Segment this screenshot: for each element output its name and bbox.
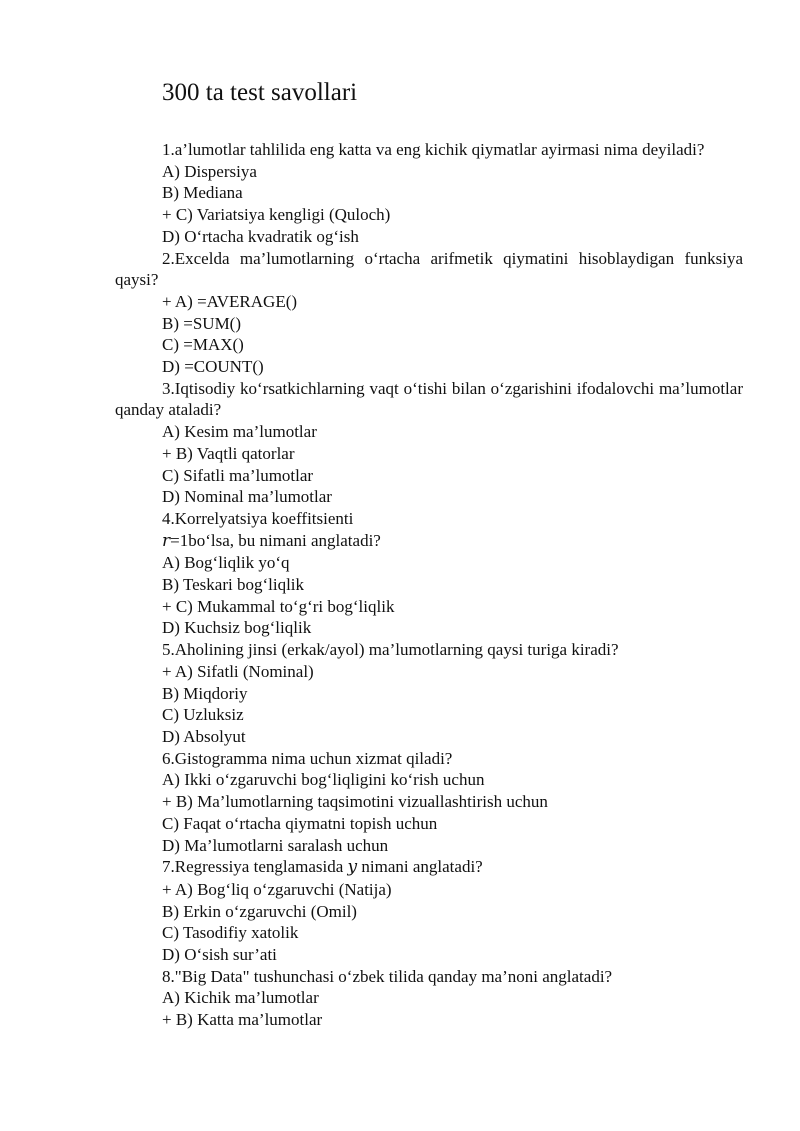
question-7-option-a: + A) Bog‘liq o‘zgaruvchi (Natija) <box>162 879 392 899</box>
question-1-option-c: + C) Variatsiya kengligi (Quloch) <box>162 205 391 225</box>
question-7-variable: y <box>347 857 358 878</box>
question-3-option-d: D) Nominal ma’lumotlar <box>162 487 332 507</box>
question-8-option-a: A) Kichik ma’lumotlar <box>162 988 319 1008</box>
question-6-option-c: C) Faqat o‘rtacha qiymatni topish uchun <box>162 813 438 833</box>
question-list <box>115 139 743 1031</box>
question-4-option-c: + C) Mukammal to‘g‘ri bog‘liqlik <box>162 596 395 616</box>
question-5-option-c: C) Uzluksiz <box>162 705 244 725</box>
question-7-option-d: D) O‘sish sur’ati <box>162 945 277 965</box>
question-1-option-b: B) Mediana <box>162 183 243 203</box>
question-4-variable: r <box>162 530 171 551</box>
question-6-option-a: A) Ikki o‘zgaruvchi bog‘liqligini ko‘rish uchun <box>162 770 485 790</box>
question-6-text: 6.Gistogramma nima uchun xizmat qiladi? <box>162 748 453 768</box>
question-1-option-a: A) Dispersiya <box>162 161 257 181</box>
page-title: 300 ta test savollari <box>162 79 358 106</box>
question-3-option-c: C) Sifatli ma’lumotlar <box>162 465 314 485</box>
question-8-text: 8."Big Data" tushunchasi o‘zbek tilida qanday ma’noni anglatadi? <box>162 966 613 986</box>
question-4-option-d: D) Kuchsiz bog‘liqlik <box>162 618 312 638</box>
question-7-option-b: B) Erkin o‘zgaruvchi (Omil) <box>162 901 357 921</box>
question-2-option-b: B) =SUM() <box>162 313 242 333</box>
question-4-text-rest: =1bo‘lsa, bu nimani anglatadi? <box>170 530 381 550</box>
question-6-option-b: + B) Ma’lumotlarning taqsimotini vizuallashtirish uchun <box>162 792 548 812</box>
question-5-text: 5.Aholining jinsi (erkak/ayol) ma’lumotlarning qaysi turiga kiradi? <box>162 640 619 660</box>
question-2-text: 2.Excelda ma’lumotlarning o‘rtacha arifmetik qiymatini hisoblaydigan funksiya qaysi? <box>115 248 743 290</box>
question-3-option-b: + B) Vaqtli qatorlar <box>162 443 295 463</box>
question-3-option-a: A) Kesim ma’lumotlar <box>162 422 317 442</box>
question-1-option-d: D) O‘rtacha kvadratik og‘ish <box>162 226 359 246</box>
question-4-option-a: A) Bog‘liqlik yo‘q <box>162 553 290 573</box>
question-6-option-d: D) Ma’lumotlarni saralash uchun <box>162 835 389 855</box>
question-7-option-c: C) Tasodifiy xatolik <box>162 923 299 943</box>
question-4-text: 4.Korrelyatsiya koeffitsienti <box>162 508 354 528</box>
question-7-text-before: 7.Regressiya tenglamasida <box>162 857 344 877</box>
question-7-text-after: nimani anglatadi? <box>361 857 483 877</box>
question-4-text-line2 <box>115 530 743 553</box>
question-3-text: 3.Iqtisodiy ko‘rsatkichlarning vaqt o‘tishi bilan o‘zgarishini ifodalovchi ma’lumotlar qanday ataladi? <box>115 378 743 420</box>
question-1-text: 1.a’lumotlar tahlilida eng katta va eng kichik qiymatlar ayirmasi nima deyiladi? <box>162 140 705 159</box>
question-4-option-b: B) Teskari bog‘liqlik <box>162 575 305 595</box>
question-2-option-a: + A) =AVERAGE() <box>162 291 298 311</box>
question-7-text <box>115 856 743 879</box>
question-5-option-b: B) Miqdoriy <box>162 683 248 703</box>
question-2-option-c: C) =MAX() <box>162 335 244 355</box>
question-5-option-a: + A) Sifatli (Nominal) <box>162 661 314 681</box>
question-2-option-d: D) =COUNT() <box>162 357 264 377</box>
question-8-option-b: + B) Katta ma’lumotlar <box>162 1010 323 1030</box>
question-5-option-d: D) Absolyut <box>162 726 246 746</box>
